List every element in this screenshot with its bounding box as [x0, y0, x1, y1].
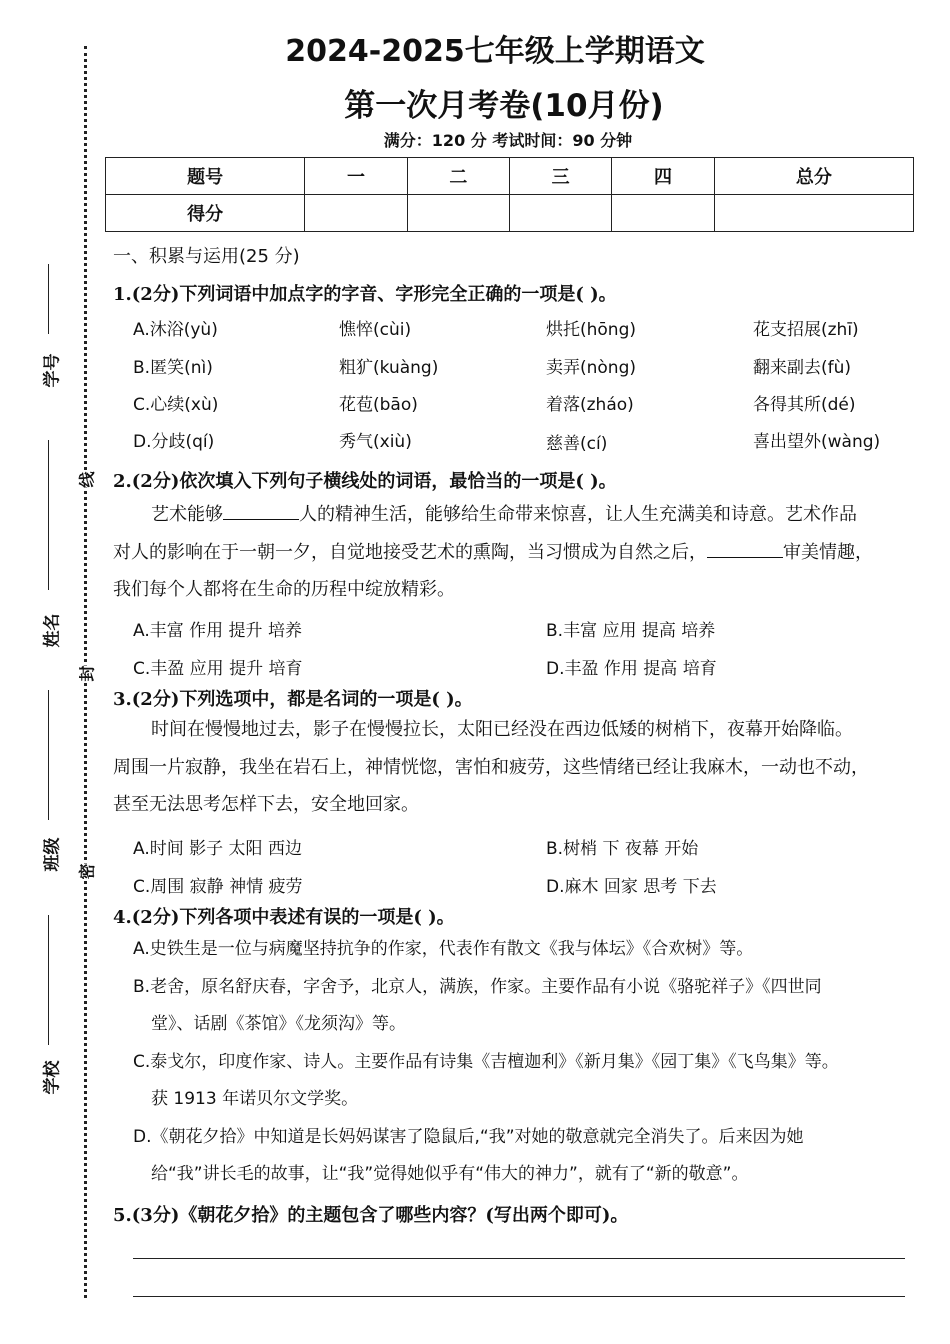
score-cell: 四 [612, 158, 714, 195]
q1-option: 花支招展(zhī) [753, 320, 859, 340]
q2-option-a: A.丰富 作用 提升 培养 [133, 621, 302, 641]
q1-option: B.匿笑(nì) [133, 358, 213, 378]
score-blank-cell [407, 195, 509, 232]
q5-stem: 5.(3分)《朝花夕拾》的主题包含了哪些内容？(写出两个即可)。 [113, 1205, 629, 1226]
q3-option-d: D.麻木 回家 思考 下去 [546, 877, 717, 897]
exam-title-line1: 2024-2025七年级上学期语文 [285, 34, 705, 69]
q2-passage [113, 496, 908, 609]
score-blank-cell [714, 195, 913, 232]
exam-title-line2: 第一次月考卷(10月份) [344, 88, 664, 124]
school-label: 学校 [42, 1060, 63, 1095]
seal-char-feng: 封 [73, 665, 100, 681]
q1-option: D.分歧(qí) [133, 432, 215, 452]
q1-option: 翻来副去(fù) [753, 358, 852, 378]
seal-char-mi: 密 [73, 863, 100, 879]
q4-option-b-cont: 堂》、话剧《茶馆》《龙须沟》等。 [151, 1014, 406, 1034]
student-id-write-line [48, 264, 49, 334]
score-blank-cell [612, 195, 714, 232]
score-table [105, 157, 914, 232]
q2-option-b: B.丰富 应用 提高 培养 [546, 621, 716, 641]
q4-options [133, 931, 911, 1194]
score-cell: 一 [305, 158, 407, 195]
score-table-header-row [106, 158, 914, 195]
q1-option: 烘托(hōng) [546, 320, 637, 340]
q2-stem: 2.(2分)依次填入下列句子横线处的词语，最恰当的一项是( )。 [113, 471, 617, 492]
q2-blank-1 [223, 501, 299, 520]
q4-option-d-cont: 给“我”讲长毛的故事，让“我”觉得她似乎有“伟大的神力”，就有了“新的敬意”。 [151, 1164, 749, 1184]
q3-stem: 3.(2分)下列选项中，都是名词的一项是( )。 [113, 689, 473, 710]
student-id-label: 学号 [42, 353, 63, 388]
score-blank-cell [509, 195, 611, 232]
q2-option-d: D.丰盈 作用 提高 培育 [546, 659, 717, 679]
school-write-line [48, 915, 49, 1045]
q4-option-c-cont: 获 1913 年诺贝尔文学奖。 [151, 1089, 359, 1109]
q1-option: 着落(zháo) [546, 395, 634, 415]
q1-option: C.心续(xù) [133, 395, 219, 415]
q4-option-b: B.老舍，原名舒庆春，字舍予，北京人，满族，作家。主要作品有小说《骆驼祥子》《四世同 [133, 976, 822, 997]
score-cell: 总分 [714, 158, 913, 195]
q2-passage-text: 对人的影响在于一朝一夕，自觉地接受艺术的熏陶，当习惯成为自然之后， [113, 541, 707, 563]
q1-option: A.沐浴(yù) [133, 320, 218, 340]
seal-char-xian: 线 [73, 471, 100, 487]
section1-heading: 一、积累与运用(25 分) [113, 246, 300, 267]
score-blank-cell [305, 195, 407, 232]
q4-option-c: C.泰戈尔，印度作家、诗人。主要作品有诗集《吉檀迦利》《新月集》《园丁集》《飞鸟集》等。 [133, 1051, 839, 1072]
q4-stem: 4.(2分)下列各项中表述有误的一项是( )。 [113, 907, 455, 928]
q1-option: 各得其所(dé) [753, 395, 856, 415]
score-cell: 三 [509, 158, 611, 195]
q2-option-c: C.丰盈 应用 提升 培育 [133, 659, 303, 679]
class-write-line [48, 690, 49, 820]
name-label: 姓名 [42, 613, 63, 648]
q1-option: 卖弄(nòng) [546, 358, 637, 378]
q2-passage-text: 人的精神生活，能够给生命带来惊喜，让人生充满美和诗意。艺术作品 [299, 504, 857, 525]
q2-passage-text: 审美情趣， [783, 541, 873, 563]
q1-option: 秀气(xiù) [339, 432, 412, 452]
score-table-score-row [106, 195, 914, 232]
q3-passage-text: 周围一片寂静，我坐在岩石上，神情恍惚，害怕和疲劳，这些情绪已经让我麻木，一动也不动， [113, 756, 869, 778]
score-row-label: 得分 [106, 195, 305, 232]
q2-blank-2 [707, 539, 783, 558]
q1-option: 憔悴(cùi) [339, 320, 412, 340]
q3-option-a: A.时间 影子 太阳 西边 [133, 839, 302, 859]
q1-stem: 1.(2分)下列词语中加点字的字音、字形完全正确的一项是( )。 [113, 284, 617, 305]
name-write-line [48, 440, 49, 590]
q2-passage-text: 艺术能够 [151, 504, 223, 525]
q3-option-b: B.树梢 下 夜幕 开始 [546, 839, 699, 859]
q1-option: 花苞(bāo) [339, 395, 418, 415]
q2-passage-text: 我们每个人都将在生命的历程中绽放精彩。 [113, 579, 455, 600]
q5-answer-line[interactable] [133, 1258, 905, 1259]
exam-info: 满分：120 分 考试时间：90 分钟 [383, 131, 633, 150]
q3-passage-text: 甚至无法思考怎样下去，安全地回家。 [113, 794, 419, 815]
q1-option: 喜出望外(wàng) [753, 432, 881, 452]
q1-option: 慈善(cí) [546, 434, 608, 454]
class-label: 班级 [42, 837, 63, 872]
q4-option-d: D.《朝花夕拾》中知道是长妈妈谋害了隐鼠后,“我”对她的敬意就完全消失了。后来因为她 [133, 1126, 804, 1147]
q1-option: 粗犷(kuàng) [339, 358, 439, 378]
score-cell: 二 [407, 158, 509, 195]
q3-passage [113, 711, 908, 824]
q3-passage-text: 时间在慢慢地过去，影子在慢慢拉长，太阳已经没在西边低矮的树梢下，夜幕开始降临。 [151, 719, 853, 740]
q5-answer-line[interactable] [133, 1296, 905, 1297]
q4-option-a: A.史铁生是一位与病魔坚持抗争的作家，代表作有散文《我与体坛》《合欢树》等。 [133, 939, 754, 959]
score-cell: 题号 [106, 158, 305, 195]
q3-option-c: C.周围 寂静 神情 疲劳 [133, 877, 303, 897]
